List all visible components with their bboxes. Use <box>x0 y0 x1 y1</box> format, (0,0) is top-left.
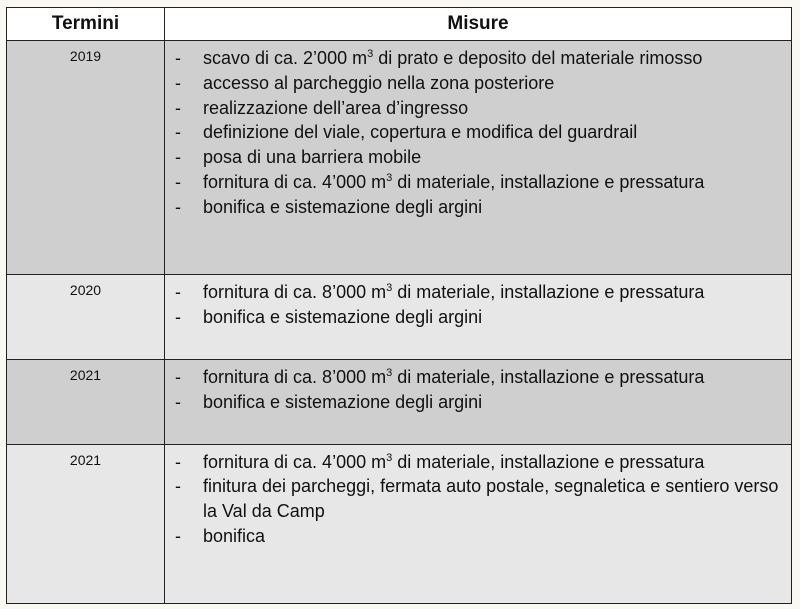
header-termini: Termini <box>7 8 165 41</box>
measure-item <box>173 474 783 524</box>
measure-item <box>173 280 783 305</box>
table-row <box>7 275 792 360</box>
bullet-dash: - <box>175 97 181 118</box>
measure-text: finitura dei parcheggi, fermata auto postale, segnaletica e sentiero verso la Val da Camp <box>203 476 779 522</box>
term-cell <box>7 275 165 360</box>
measure-text: fornitura di ca. 4’000 m <box>203 171 387 192</box>
term-year: 2021 <box>69 366 102 383</box>
bullet-dash: - <box>175 72 181 93</box>
measure-text: accesso al parcheggio nella zona posteriore <box>203 72 555 93</box>
measure-item <box>173 96 783 121</box>
measure-text: fornitura di ca. 4’000 m <box>203 451 387 472</box>
table-header-row <box>7 8 792 41</box>
bullet-dash: - <box>175 48 181 68</box>
measure-text-cont: di materiale, installazione e pressatura <box>392 282 705 303</box>
superscript: 3 <box>386 282 393 295</box>
measures-table <box>6 7 792 604</box>
term-cell <box>7 41 165 275</box>
measures-cell <box>165 444 792 603</box>
bullet-dash: - <box>175 147 181 168</box>
measure-text: posa di una barriera mobile <box>203 147 422 168</box>
bullet-dash: - <box>175 525 181 546</box>
measure-text: bonifica e sistemazione degli argini <box>203 306 483 327</box>
superscript: 3 <box>386 171 393 184</box>
measure-text: bonifica <box>203 525 266 546</box>
measure-text: definizione del viale, copertura e modifica del guardrail <box>203 122 638 143</box>
measure-item <box>173 71 783 96</box>
measure-text: realizzazione dell’area d’ingresso <box>203 97 469 118</box>
bullet-dash: - <box>175 476 181 497</box>
measure-item <box>173 170 783 195</box>
measures-cell <box>165 359 792 444</box>
measure-text-cont: di materiale, installazione e pressatura <box>392 366 705 387</box>
measure-text-cont: di materiale, installazione e pressatura <box>392 171 705 192</box>
table-row <box>7 41 792 275</box>
bullet-dash: - <box>175 122 181 143</box>
measure-text: fornitura di ca. 8’000 m <box>203 282 387 303</box>
measure-item <box>173 305 783 330</box>
header-misure: Misure <box>165 8 792 41</box>
measure-text-cont: di prato e deposito del materiale rimosso <box>373 48 703 68</box>
bullet-dash: - <box>175 306 181 327</box>
term-cell <box>7 444 165 603</box>
bullet-dash: - <box>175 451 181 472</box>
measure-item <box>173 450 783 475</box>
term-year: 2021 <box>69 451 102 468</box>
measures-cell <box>165 275 792 360</box>
table-body <box>7 41 792 604</box>
measure-item <box>173 524 783 549</box>
table-row <box>7 444 792 603</box>
measures-list <box>173 365 783 415</box>
bullet-dash: - <box>175 282 181 303</box>
measure-text: scavo di ca. 2’000 m <box>203 48 368 68</box>
measure-text: bonifica e sistemazione degli argini <box>203 391 483 412</box>
measure-item <box>173 145 783 170</box>
measure-item <box>173 46 783 71</box>
measure-item <box>173 195 783 220</box>
measure-text: fornitura di ca. 8’000 m <box>203 366 387 387</box>
table-row <box>7 359 792 444</box>
superscript: 3 <box>386 451 393 464</box>
bullet-dash: - <box>175 391 181 412</box>
measures-list <box>173 280 783 330</box>
measure-item <box>173 365 783 390</box>
superscript: 3 <box>386 366 393 379</box>
measures-list <box>173 46 783 220</box>
measures-list <box>173 450 783 549</box>
bullet-dash: - <box>175 196 181 217</box>
superscript: 3 <box>367 48 374 60</box>
measure-text: bonifica e sistemazione degli argini <box>203 196 483 217</box>
term-year: 2019 <box>69 48 102 64</box>
term-cell <box>7 359 165 444</box>
bullet-dash: - <box>175 171 181 192</box>
term-year: 2020 <box>69 282 102 299</box>
bullet-dash: - <box>175 366 181 387</box>
measure-item <box>173 120 783 145</box>
measure-text-cont: di materiale, installazione e pressatura <box>392 451 705 472</box>
measures-cell <box>165 41 792 275</box>
measure-item <box>173 390 783 415</box>
